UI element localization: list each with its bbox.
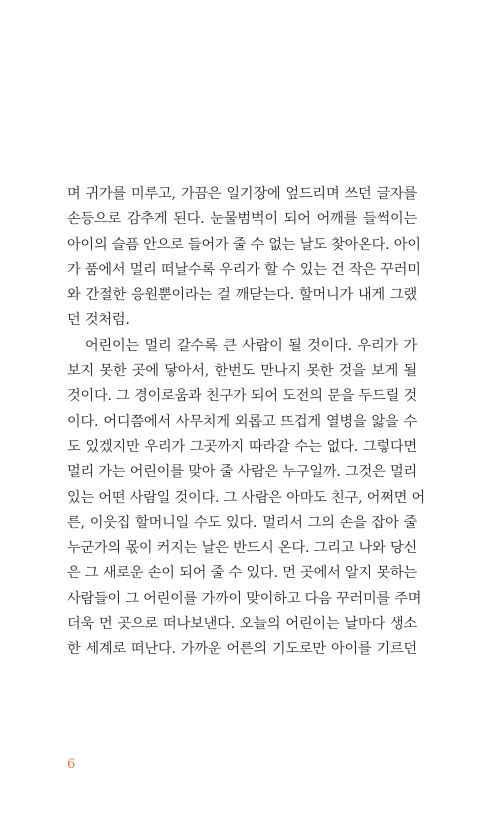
text-line: 며 귀가를 미루고, 가끔은 일기장에 엎드리며 쓰던 글자를 bbox=[67, 186, 417, 202]
text-line: 더욱 먼 곳으로 떠나보낸다. 오늘의 어린이는 날마다 생소 bbox=[67, 616, 417, 633]
text-line: 이다. 어디쯤에서 사무치게 외롭고 뜨겁게 열병을 앓을 수 bbox=[67, 413, 417, 430]
text-line: 보지 못한 곳에 닿아서, 한번도 만나지 못한 것을 보게 될 bbox=[67, 363, 417, 380]
text-line: 누군가의 몫이 커지는 날은 반드시 온다. 그리고 나와 당신 bbox=[67, 540, 417, 557]
text-line: 멀리 가는 어린이를 맞아 줄 사람은 누구일까. 그것은 멀리 bbox=[67, 464, 417, 481]
text-line: 던 것처럼. bbox=[67, 312, 130, 329]
text-line: 사람들이 그 어린이를 가까이 맞이하고 다음 꾸러미를 주며 bbox=[67, 590, 422, 607]
text-line: 은 그 새로운 손이 되어 줄 수 있다. 먼 곳에서 알지 못하는 bbox=[67, 565, 417, 582]
text-line: 가 품에서 멀리 떠날수록 우리가 할 수 있는 건 작은 꾸러미 bbox=[67, 261, 421, 278]
text-line: 른, 이웃집 할머니일 수도 있다. 멀리서 그의 손을 잡아 줄 bbox=[67, 514, 417, 531]
page-number: 6 bbox=[67, 757, 76, 772]
text-line: 한 세계로 떠난다. 가까운 어른의 기도로만 아이를 기르던 bbox=[67, 641, 417, 658]
text-line: 아이의 슬픔 안으로 들어가 줄 수 없는 날도 찾아온다. 아이 bbox=[67, 236, 421, 253]
text-line: 있는 어떤 사람일 것이다. 그 사람은 아마도 친구, 어쩌면 어 bbox=[67, 489, 426, 506]
text-line: 도 있겠지만 우리가 그곳까지 따라갈 수는 없다. 그렇다면 bbox=[67, 438, 417, 455]
body-text bbox=[67, 182, 426, 663]
text-line: 것이다. 그 경이로움과 친구가 되어 도전의 문을 두드릴 것 bbox=[67, 388, 417, 405]
text-line: 손등으로 감추게 된다. 눈물범벅이 되어 어깨를 들썩이는 bbox=[67, 211, 417, 228]
text-line: 와 간절한 응원뿐이라는 걸 깨닫는다. 할머니가 내게 그랬 bbox=[67, 287, 417, 304]
text-line-paragraph-start: 어린이는 멀리 갈수록 큰 사람이 될 것이다. 우리가 가 bbox=[85, 337, 417, 354]
